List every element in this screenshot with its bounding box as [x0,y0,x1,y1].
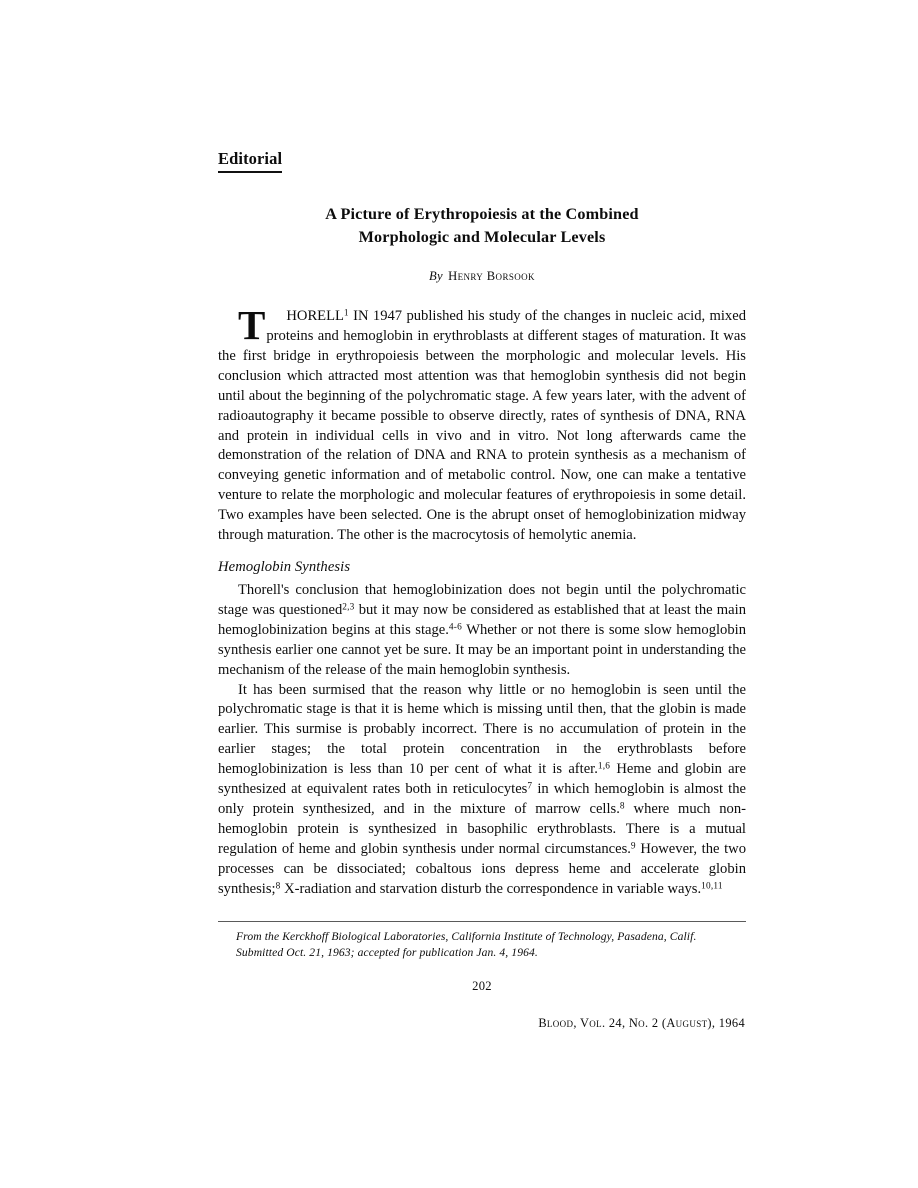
paragraph-opening-head: HORELL [286,308,344,325]
page-number: 202 [472,979,492,994]
p2-segment-2: but it may now be considered as established that at least the main hemoglobinization begins at this stage. [218,601,746,638]
p2-segment-3: Whether or not there is some slow hemoglobin synthesis earlier one cannot yet be sure. It may be an important point in understanding the mechanism of the release of the main hemoglobin synthesis. [218,621,746,678]
p3-segment-5: However, the two processes can be dissociated; cobaltous ions depress heme and accelerate globin synthesis; [218,840,747,897]
paragraph-opening [218,302,746,546]
footnote-divider [218,921,746,922]
reference-mark-7: 7 [527,781,533,792]
reference-mark-9: 9 [630,841,636,852]
footnote-submission-dates: Submitted Oct. 21, 1963; accepted for publication Jan. 4, 1964. [236,945,538,959]
reference-mark-1: 1 [343,308,349,319]
journal-citation: Blood, Vol. 24, No. 2 (August), 1964 [538,1016,745,1031]
byline-author: Henry Borsook [448,269,535,284]
p3-segment-3: in which hemoglobin is almost the only protein synthesized, and in the mixture of marrow cells. [218,781,746,817]
reference-mark-8b: 8 [275,881,281,892]
page-title [232,203,732,249]
editorial-kicker: Editorial [218,150,282,173]
drop-cap: T [238,302,266,349]
paragraph-heme-globin [218,681,746,900]
p3-segment-1: It has been surmised that the reason why little or no hemoglobin is seen until the polychromatic stage is that it is heme which is missing until then, that the globin is made earlier. This surmise is probably incorrect. There is no accumulation of protein in the earlier stages; the total protein concentration in the erythroblasts before hemoglobinization is less than 10 per cent of what it is after. [218,681,746,778]
p2-segment-1: Thorell's conclusion that hemoglobinization does not begin until the polychromatic stage was questioned [218,582,746,618]
reference-mark-10-11: 10,11 [701,881,723,892]
reference-mark-8a: 8 [619,801,625,812]
footnote-affiliation: From the Kerckhoff Biological Laboratories, California Institute of Technology, Pasadena, Calif. [236,929,697,943]
byline [218,269,746,284]
page-content [218,150,746,1031]
reference-mark-2-3: 2,3 [342,602,355,613]
reference-mark-1-6: 1,6 [597,761,611,772]
editorial-kicker-wrap [218,150,746,173]
p3-segment-2: Heme and globin are synthesized at equivalent rates both in reticulocytes [218,761,746,798]
p3-segment-6: X-radiation and starvation disturb the correspondence in variable ways. [280,880,702,897]
page-title-line-1: A Picture of Erythropoiesis at the Combined [325,205,639,224]
paragraph-hemoglobin-synthesis [218,581,746,681]
page-title-line-2: Morphologic and Molecular Levels [358,228,606,247]
paragraph-opening-text: IN 1947 published his study of the changes in nucleic acid, mixed proteins and hemoglobin in erythroblasts at different stages of maturation. It was the first bridge in erythropoiesis between the morphologic and molecular levels. His conclusion which attracted most attention was that hemoglobin synthesis did not begin until about the beginning of the polychromatic stage. A few years later, with the advent of radioautography it became possible to observe directly, rates of synthesis of DNA, RNA and protein in individual cells in vivo and in vitro. Not long afterwards came the demonstration of the relation of DNA and RNA to protein synthesis as a mechanism of conveying genetic information and of metabolic control. Now, one can make a tentative venture to relate the morphologic and molecular features of erythropoiesis in some detail. Two examples have been selected. One is the abrupt onset of hemoglobinization midway through maturation. The other is the macrocytosis of hemolytic anemia. [218,308,746,544]
byline-prefix: By [429,269,443,284]
section-heading-hemoglobin-synthesis: Hemoglobin Synthesis [218,559,351,576]
reference-mark-4-6: 4-6 [448,622,462,633]
p3-segment-4: where much non-hemoglobin protein is synthesized in basophilic erythroblasts. There is a mutual regulation of heme and globin synthesis under normal circumstances. [218,800,746,857]
